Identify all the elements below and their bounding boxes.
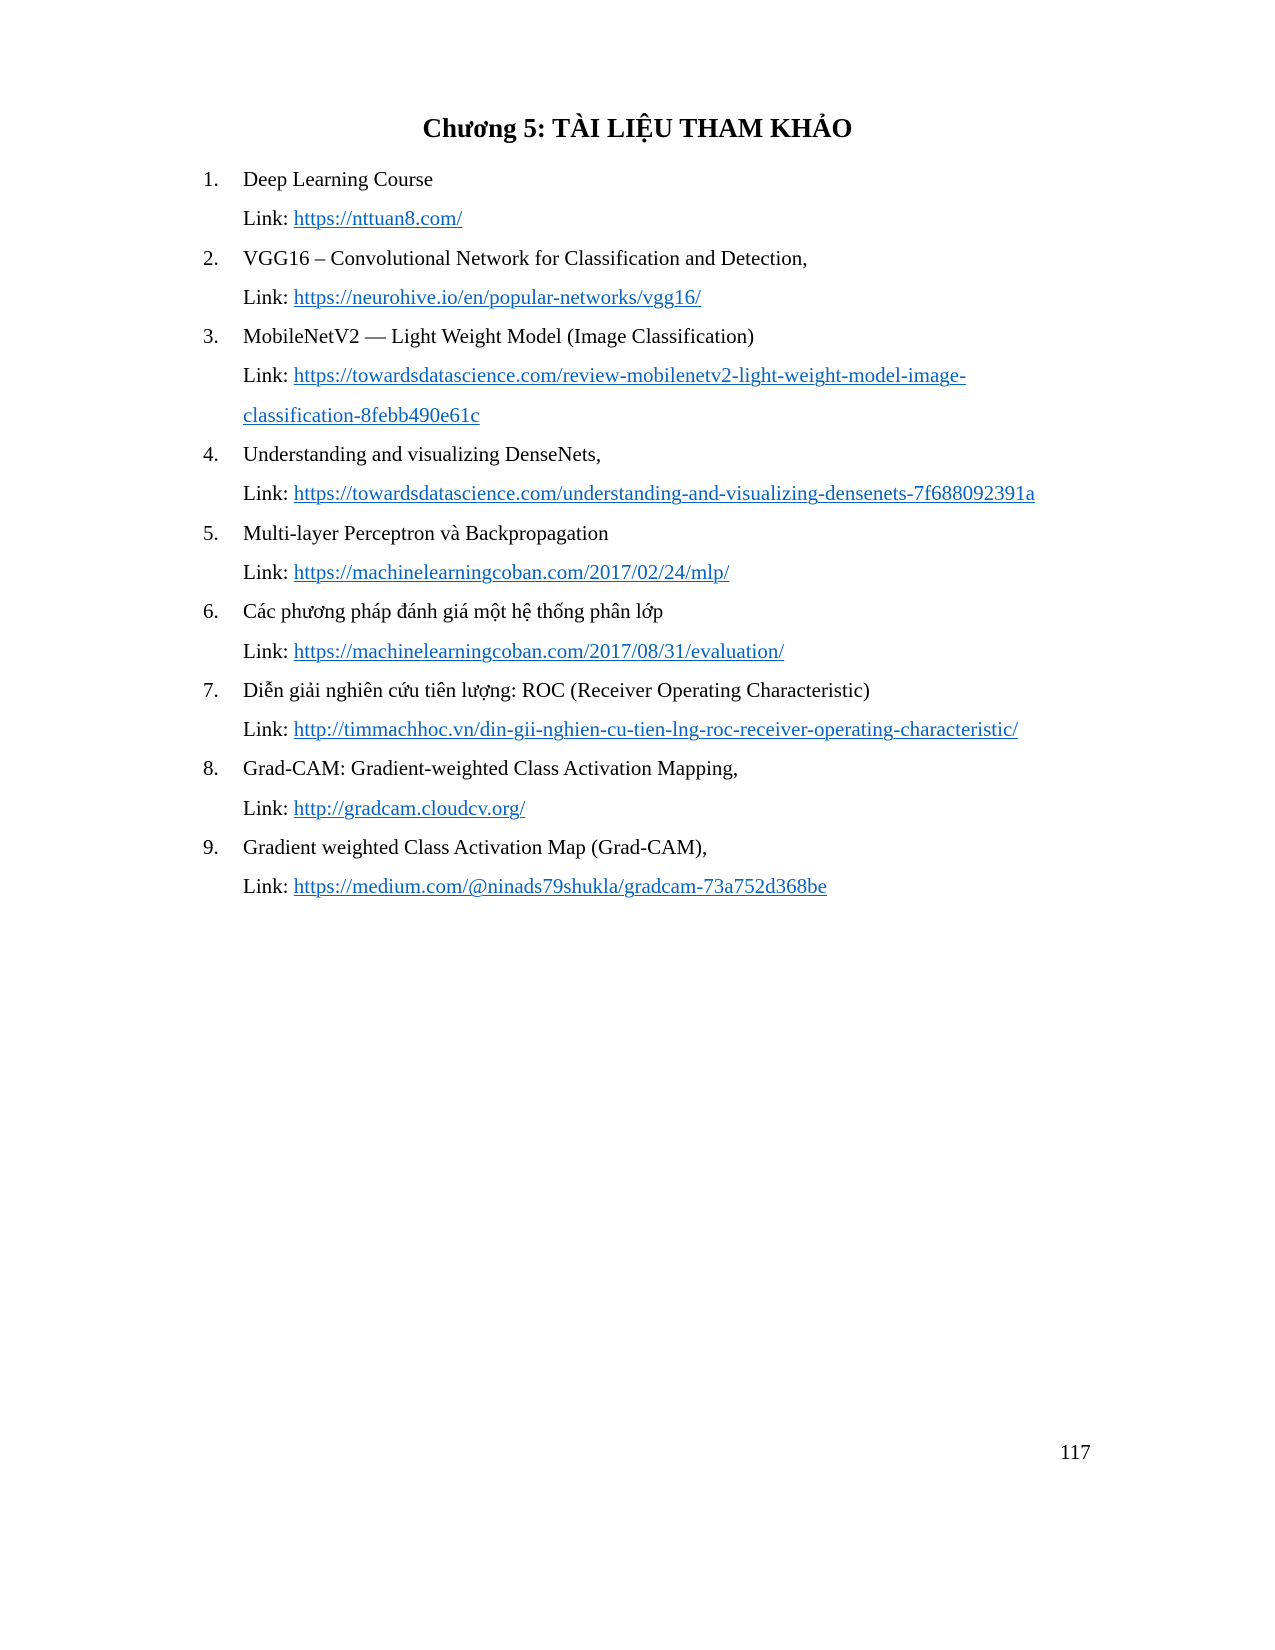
reference-item	[203, 317, 1103, 435]
reference-number: 2.	[203, 245, 219, 270]
link-label: Link:	[243, 284, 294, 309]
reference-list	[203, 160, 1103, 907]
reference-title: Diễn giải nghiên cứu tiên lượng: ROC (Receiver Operating Characteristic)	[243, 677, 870, 702]
reference-item	[203, 160, 1103, 239]
reference-link[interactable]: https://neurohive.io/en/popular-networks/vgg16/	[293, 284, 702, 309]
reference-link[interactable]: http://timmachhoc.vn/din-gii-nghien-cu-tien-lng-roc-receiver-operating-characteristic/	[293, 717, 1019, 742]
reference-item	[203, 749, 1103, 828]
reference-link-line	[243, 632, 1103, 671]
reference-link-line	[243, 553, 1103, 592]
reference-title: VGG16 – Convolutional Network for Classification and Detection,	[243, 245, 808, 270]
reference-title: Multi-layer Perceptron và Backpropagation	[243, 520, 609, 545]
reference-item	[203, 592, 1103, 671]
reference-number: 6.	[203, 599, 219, 624]
reference-number: 3.	[203, 324, 219, 349]
reference-link[interactable]: https://towardsdatascience.com/review-mobilenetv2-light-weight-model-image-	[293, 363, 967, 388]
reference-title: Understanding and visualizing DenseNets,	[243, 442, 602, 467]
reference-title: Gradient weighted Class Activation Map (Grad-CAM),	[243, 835, 708, 860]
reference-link-line	[243, 356, 1103, 395]
link-label: Link:	[243, 795, 294, 820]
link-label: Link:	[243, 638, 294, 663]
reference-link[interactable]: http://gradcam.cloudcv.org/	[293, 795, 526, 820]
reference-item	[203, 671, 1103, 750]
reference-item	[203, 828, 1103, 907]
link-label: Link:	[243, 481, 294, 506]
reference-title: Deep Learning Course	[243, 167, 434, 191]
reference-link-line	[243, 396, 1103, 435]
reference-link[interactable]: classification-8febb490e61c	[243, 402, 480, 427]
reference-link[interactable]: https://medium.com/@ninads79shukla/gradcam-73a752d368be	[293, 874, 827, 899]
link-label: Link:	[243, 363, 294, 388]
reference-link[interactable]: https://machinelearningcoban.com/2017/02/24/mlp/	[293, 559, 730, 584]
reference-number: 7.	[203, 677, 219, 702]
reference-item	[203, 239, 1103, 318]
reference-number: 8.	[203, 756, 219, 781]
reference-link-line	[243, 199, 1103, 238]
reference-link[interactable]: https://machinelearningcoban.com/2017/08/31/evaluation/	[293, 638, 785, 663]
link-label: Link:	[243, 874, 294, 899]
page-title: Chương 5: TÀI LIỆU THAM KHẢO	[422, 113, 853, 143]
reference-link-line	[243, 278, 1103, 317]
link-label: Link:	[243, 717, 294, 742]
reference-number: 1.	[203, 167, 219, 191]
reference-item	[203, 435, 1103, 514]
reference-item	[203, 514, 1103, 593]
reference-link-line	[243, 710, 1103, 749]
reference-link-line	[243, 474, 1103, 513]
link-label: Link:	[243, 559, 294, 584]
reference-title: Grad-CAM: Gradient-weighted Class Activation Mapping,	[243, 756, 739, 781]
reference-link[interactable]: https://nttuan8.com/	[293, 206, 463, 231]
reference-link[interactable]: https://towardsdatascience.com/understanding-and-visualizing-densenets-7f688092391a	[293, 481, 1035, 506]
reference-title: MobileNetV2 — Light Weight Model (Image Classification)	[243, 324, 755, 349]
reference-title: Các phương pháp đánh giá một hệ thống phân lớp	[243, 599, 664, 624]
page-number: 117	[1060, 1440, 1091, 1464]
reference-link-line	[243, 789, 1103, 828]
reference-number: 9.	[203, 835, 219, 860]
reference-number: 5.	[203, 520, 219, 545]
reference-number: 4.	[203, 442, 219, 467]
reference-link-line	[243, 867, 1103, 906]
link-label: Link:	[243, 206, 294, 231]
